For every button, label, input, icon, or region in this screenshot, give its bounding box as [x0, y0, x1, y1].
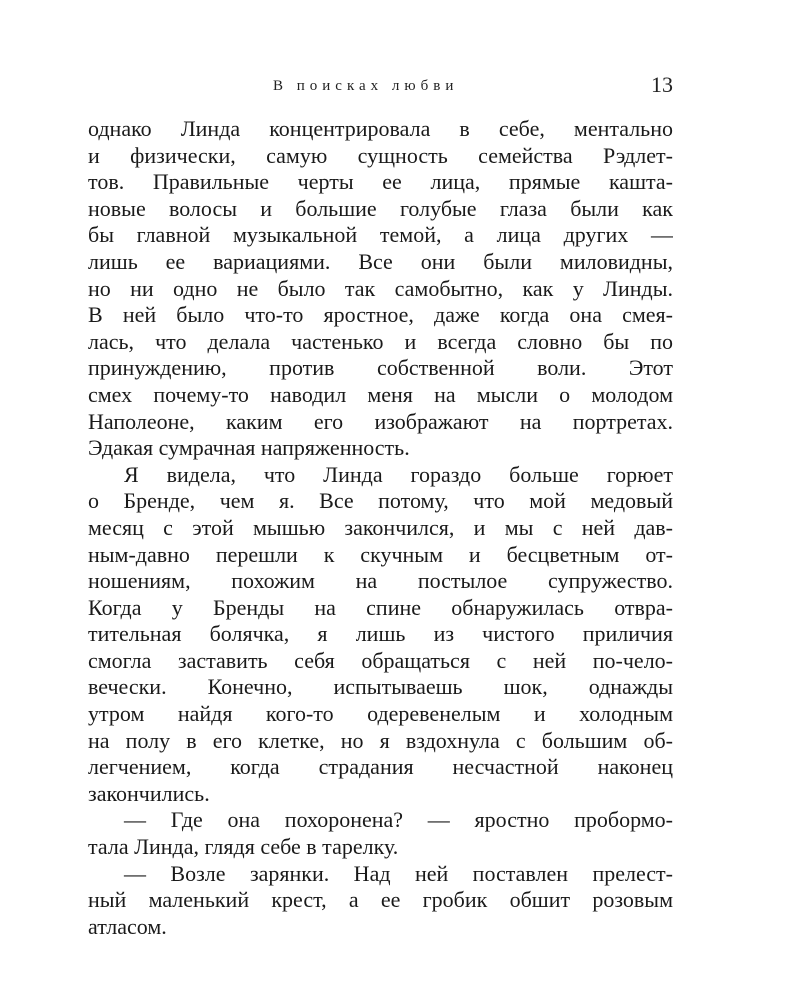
text-line: атласом. — [88, 913, 167, 939]
text-line: тала Линда, глядя себе в тарелку. — [88, 834, 399, 860]
text-line: о Бренде, чем я. Все потому, что мой медовый — [88, 488, 673, 514]
text-line: — Возле зарянки. Над ней поставлен прелест- — [124, 860, 673, 886]
text-line: утром найдя кого-то одеревенелым и холодным — [88, 701, 673, 727]
text-line: ным-давно перешли к скучным и бесцветным от- — [88, 541, 673, 567]
text-line: В ней было что-то яростное, даже когда она смея- — [88, 302, 673, 328]
text-line: закончились. — [88, 780, 210, 806]
book-page — [88, 0, 673, 1000]
running-header — [88, 72, 673, 102]
text-line: ношениям, похожим на постылое супружество. — [88, 568, 673, 594]
text-line: и физически, самую сущность семейства Рэдлет- — [88, 142, 673, 168]
body-text — [88, 116, 673, 940]
text-line: Я видела, что Линда гораздо больше горюет — [124, 461, 673, 487]
text-line: легчением, когда страдания несчастной наконец — [88, 754, 673, 780]
text-line: тов. Правильные черты ее лица, прямые кашта- — [88, 169, 673, 195]
text-line: бы главной музыкальной темой, а лица других — — [88, 222, 673, 248]
page-number: 13 — [651, 72, 673, 97]
text-line: Когда у Бренды на спине обнаружилась отвра- — [88, 594, 673, 620]
text-line: Эдакая сумрачная напряженность. — [88, 435, 410, 461]
text-line: лась, что делала частенько и всегда словно бы по — [88, 328, 673, 354]
text-line: новые волосы и большие голубые глаза были как — [88, 195, 673, 221]
text-line: смех почему-то наводил меня на мысли о молодом — [88, 381, 673, 407]
text-line: смогла заставить себя обращаться с ней по-чело- — [88, 647, 673, 673]
text-line: лишь ее вариациями. Все они были миловидны, — [88, 248, 673, 274]
text-line: на полу в его клетке, но я вздохнула с большим об- — [88, 727, 673, 753]
text-line: — Где она похоронена? — яростно пробормо- — [124, 807, 673, 833]
text-line: месяц с этой мышью закончился, и мы с ней дав- — [88, 514, 673, 540]
text-line: тительная болячка, я лишь из чистого приличия — [88, 621, 673, 647]
text-line: однако Линда концентрировала в себе, ментально — [88, 116, 673, 141]
running-title: В поисках любви — [273, 78, 459, 94]
text-line: вечески. Конечно, испытываешь шок, однажды — [88, 674, 673, 700]
text-line: ный маленький крест, а ее гробик обшит розовым — [88, 887, 673, 913]
text-line: Наполеоне, каким его изображают на портретах. — [88, 408, 673, 434]
text-line: принуждению, против собственной воли. Этот — [88, 355, 673, 381]
text-line: но ни одно не было так самобытно, как у Линды. — [88, 275, 673, 301]
